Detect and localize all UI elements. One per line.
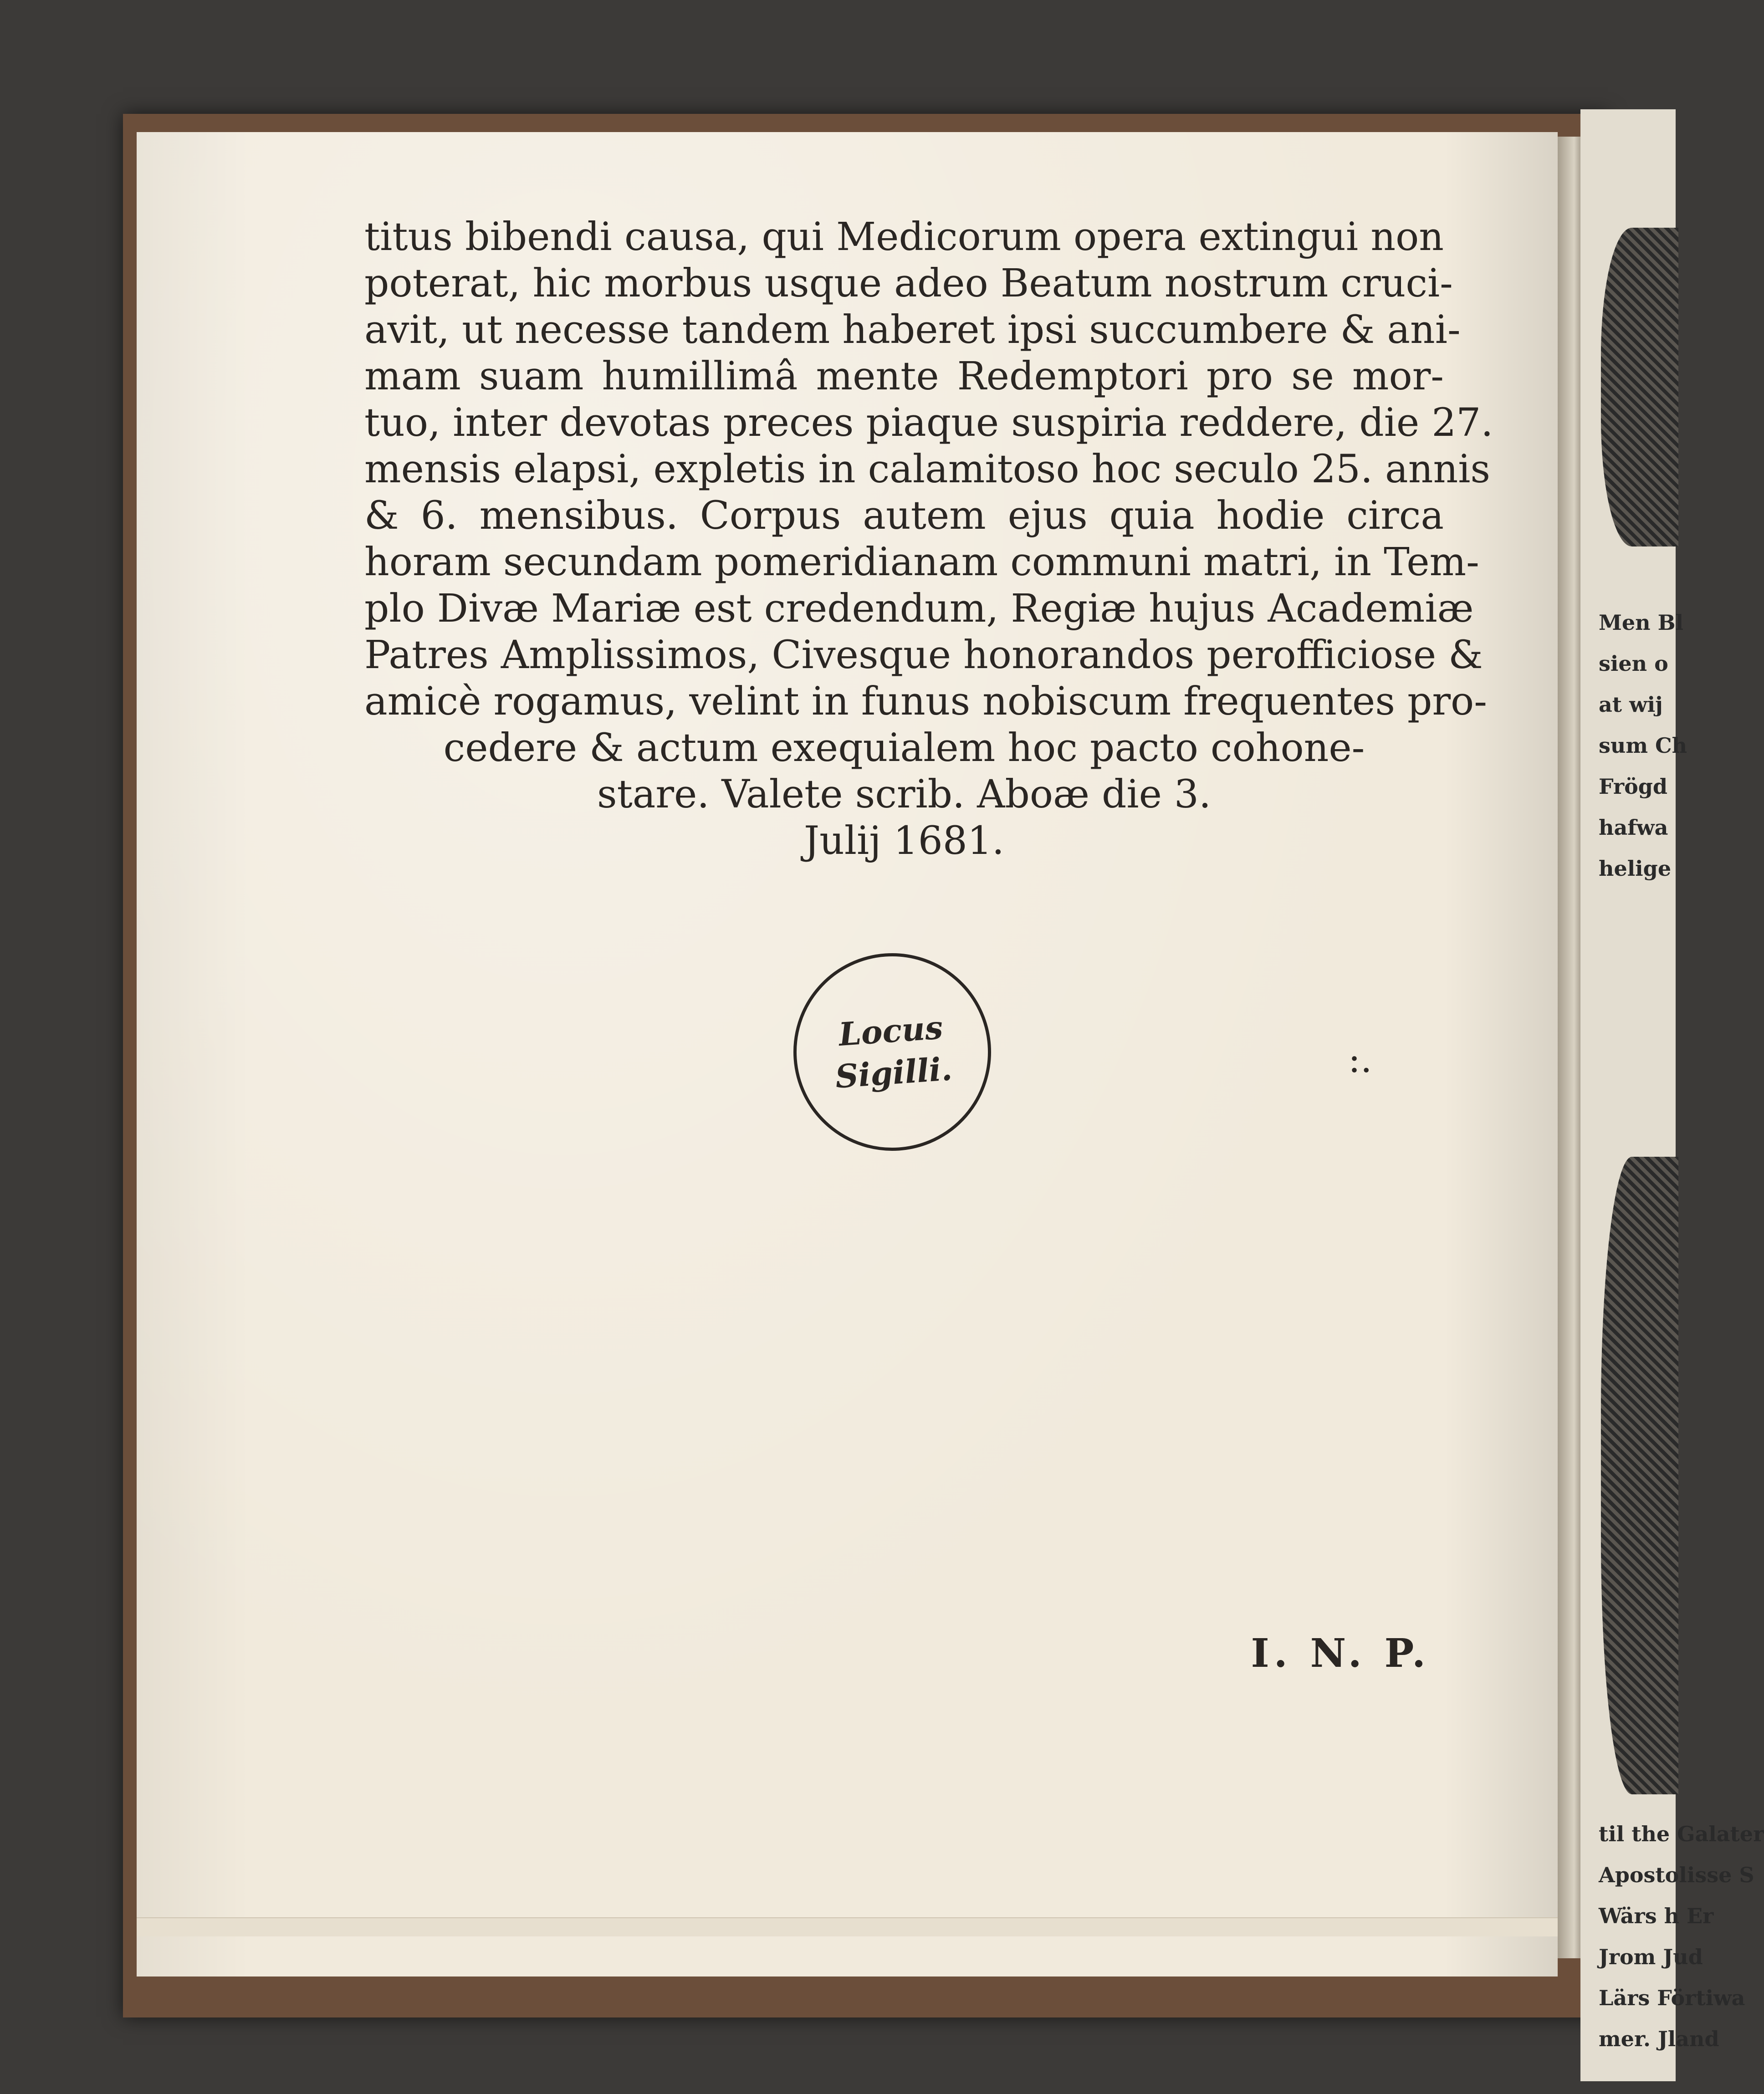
text-line: stare. Valete scrib. Aboæ die 3. [597, 772, 1212, 817]
text-line: horam secundam pomeridianam communi matri, in Tem- [364, 540, 1479, 585]
text-line: tuo, inter devotas preces piaque suspiria reddere, die 27. [364, 400, 1493, 445]
text-line: Julij 1681. [804, 818, 1004, 863]
body-text [364, 214, 1493, 864]
text-line: avit, ut necesse tandem haberet ipsi succumbere & ani- [364, 307, 1461, 352]
facing-fragment: Jrom Jud [1599, 1945, 1703, 1969]
woodcut-ornament-top [1601, 228, 1678, 546]
text-line: amicè rogamus, velint in funus nobiscum frequentes pro- [364, 679, 1487, 724]
facing-fragment: Wärs h Er [1599, 1904, 1714, 1928]
facing-fragment: Lärs Förtiwa [1599, 1986, 1745, 2010]
text-line: & 6. mensibus. Corpus autem ejus quia hodie circa [364, 493, 1444, 538]
facing-fragment: hafwa [1599, 815, 1668, 840]
facing-fragment: mer. Jland [1599, 2027, 1719, 2051]
facing-fragment: sum Ch [1599, 733, 1687, 758]
woodcut-ornament-bottom [1601, 1157, 1678, 1794]
facing-fragment: helige [1599, 856, 1672, 881]
facing-fragment: Frögd [1599, 774, 1668, 799]
facing-fragment: sien o [1599, 651, 1668, 676]
seal-line: Locus [837, 1008, 944, 1053]
facing-fragment: til the Galater [1599, 1822, 1764, 1846]
margin-marks: :. [1348, 1038, 1372, 1081]
text-line: Patres Amplissimos, Civesque honorandos perofficiose & [364, 633, 1483, 678]
initials-signature: I. N. P. [1251, 1630, 1430, 1676]
text-line: cedere & actum exequialem hoc pacto cohone- [443, 725, 1365, 771]
facing-page-sliver [1580, 109, 1764, 2081]
text-line: poterat, hic morbus usque adeo Beatum nostrum cruci- [364, 261, 1453, 306]
facing-fragment: at wij [1599, 692, 1663, 717]
text-line: titus bibendi causa, qui Medicorum opera extingui non [364, 215, 1444, 260]
text-line: mensis elapsi, expletis in calamitoso hoc seculo 25. annis [364, 447, 1491, 492]
facing-fragment: Men Bl [1599, 610, 1683, 635]
page-edge [137, 1917, 1558, 1936]
text-line: plo Divæ Mariæ est credendum, Regiæ hujus Academiæ [364, 586, 1474, 631]
seal-line: Sigilli. [834, 1050, 954, 1096]
text-line: mam suam humillimâ mente Redemptori pro se mor- [364, 354, 1444, 399]
facing-fragment: Apostolisse S [1599, 1863, 1754, 1887]
